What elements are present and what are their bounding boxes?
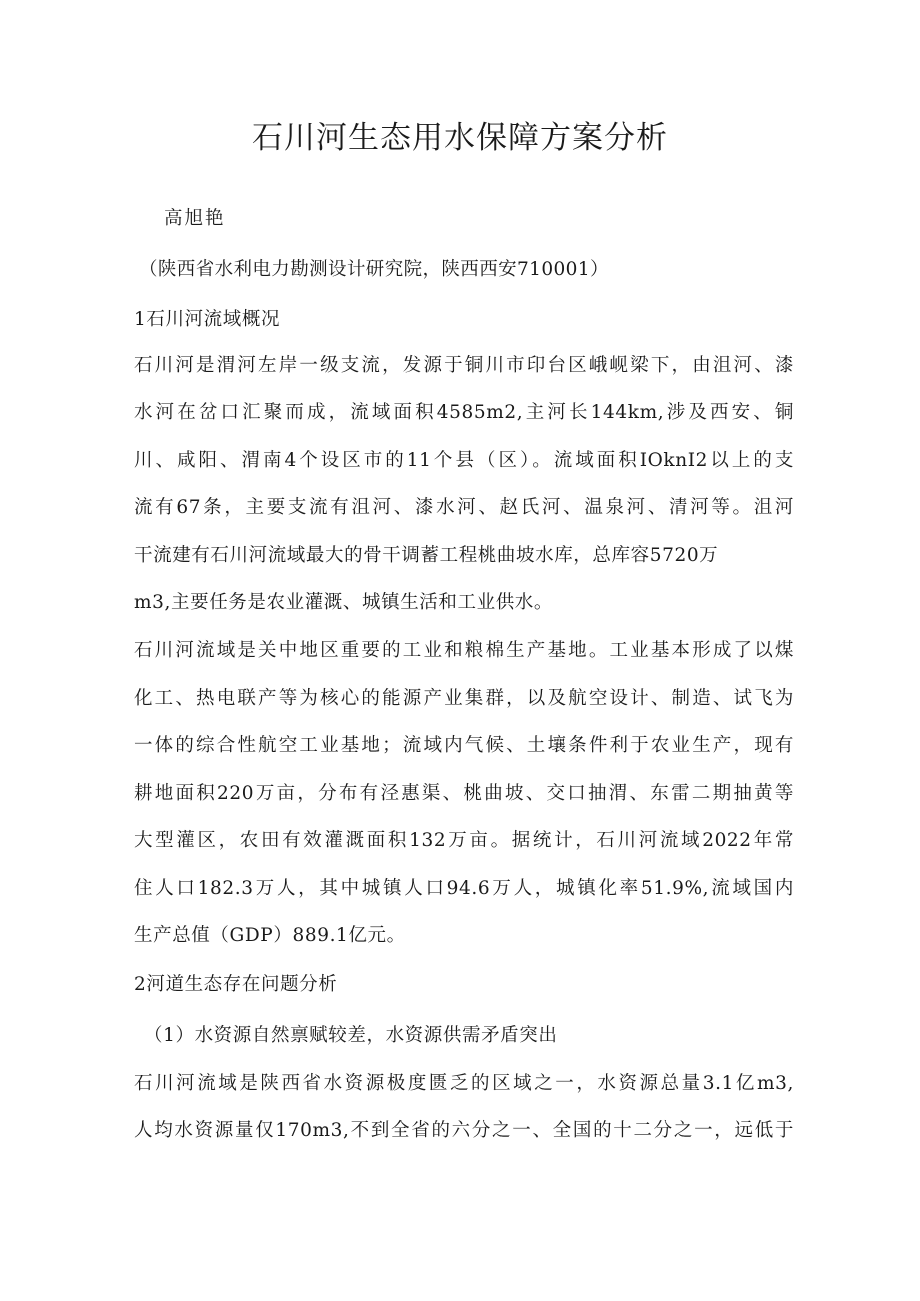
paragraph-line: 耕地面积220万亩，分布有泾惠渠、桃曲坡、交口抽渭、东雷二期抽黄等 [134, 783, 794, 804]
paragraph-line: 水河在岔口汇聚而成，流域面积4585m2,主河长144km,涉及西安、铜 [134, 402, 794, 423]
paragraph-line: 住人口182.3万人，其中城镇人口94.6万人，城镇化率51.9%,流域国内 [134, 878, 794, 899]
paragraph-line: 一体的综合性航空工业基地；流域内气候、土壤条件利于农业生产，现有 [134, 735, 794, 756]
paragraph-line: 人均水资源量仅170m3,不到全省的六分之一、全国的十二分之一，远低于 [134, 1120, 794, 1141]
section-2-heading: 2河道生态存在问题分析 [134, 974, 338, 995]
section-2-subheading: （1）水资源自然禀赋较差，水资源供需矛盾突出 [144, 1025, 558, 1046]
document-title: 石川河生态用水保障方案分析 [252, 120, 668, 156]
paragraph-line: 川、咸阳、渭南4个设区市的11个县（区）。流域面积IOknI2以上的支 [134, 450, 794, 471]
paragraph-line: 大型灌区，农田有效灌溉面积132万亩。据统计，石川河流域2022年常 [134, 830, 794, 851]
author-name: 高旭艳 [164, 208, 226, 229]
paragraph-line: 石川河流域是关中地区重要的工业和粮棉生产基地。工业基本形成了以煤 [134, 640, 794, 661]
section-1-heading: 1石川河流域概况 [134, 309, 281, 330]
paragraph-line: 干流建有石川河流域最大的骨干调蓄工程桃曲坡水库，总库容5720万 [134, 545, 719, 566]
paragraph-line: 石川河是渭河左岸一级支流，发源于铜川市印台区峨岘梁下，由沮河、漆 [134, 355, 794, 376]
paragraph-line: m3,主要任务是农业灌溉、城镇生活和工业供水。 [134, 592, 553, 613]
author-affiliation: （陕西省水利电力勘测设计研究院，陕西西安710001） [139, 259, 609, 280]
paragraph-line: 流有67条，主要支流有沮河、漆水河、赵氏河、温泉河、清河等。沮河 [134, 497, 794, 518]
paragraph-line: 生产总值（GDP）889.1亿元。 [134, 925, 406, 946]
paragraph-line: 石川河流域是陕西省水资源极度匮乏的区域之一，水资源总量3.1亿m3, [134, 1073, 794, 1094]
paragraph-line: 化工、热电联产等为核心的能源产业集群，以及航空设计、制造、试飞为 [134, 688, 794, 709]
